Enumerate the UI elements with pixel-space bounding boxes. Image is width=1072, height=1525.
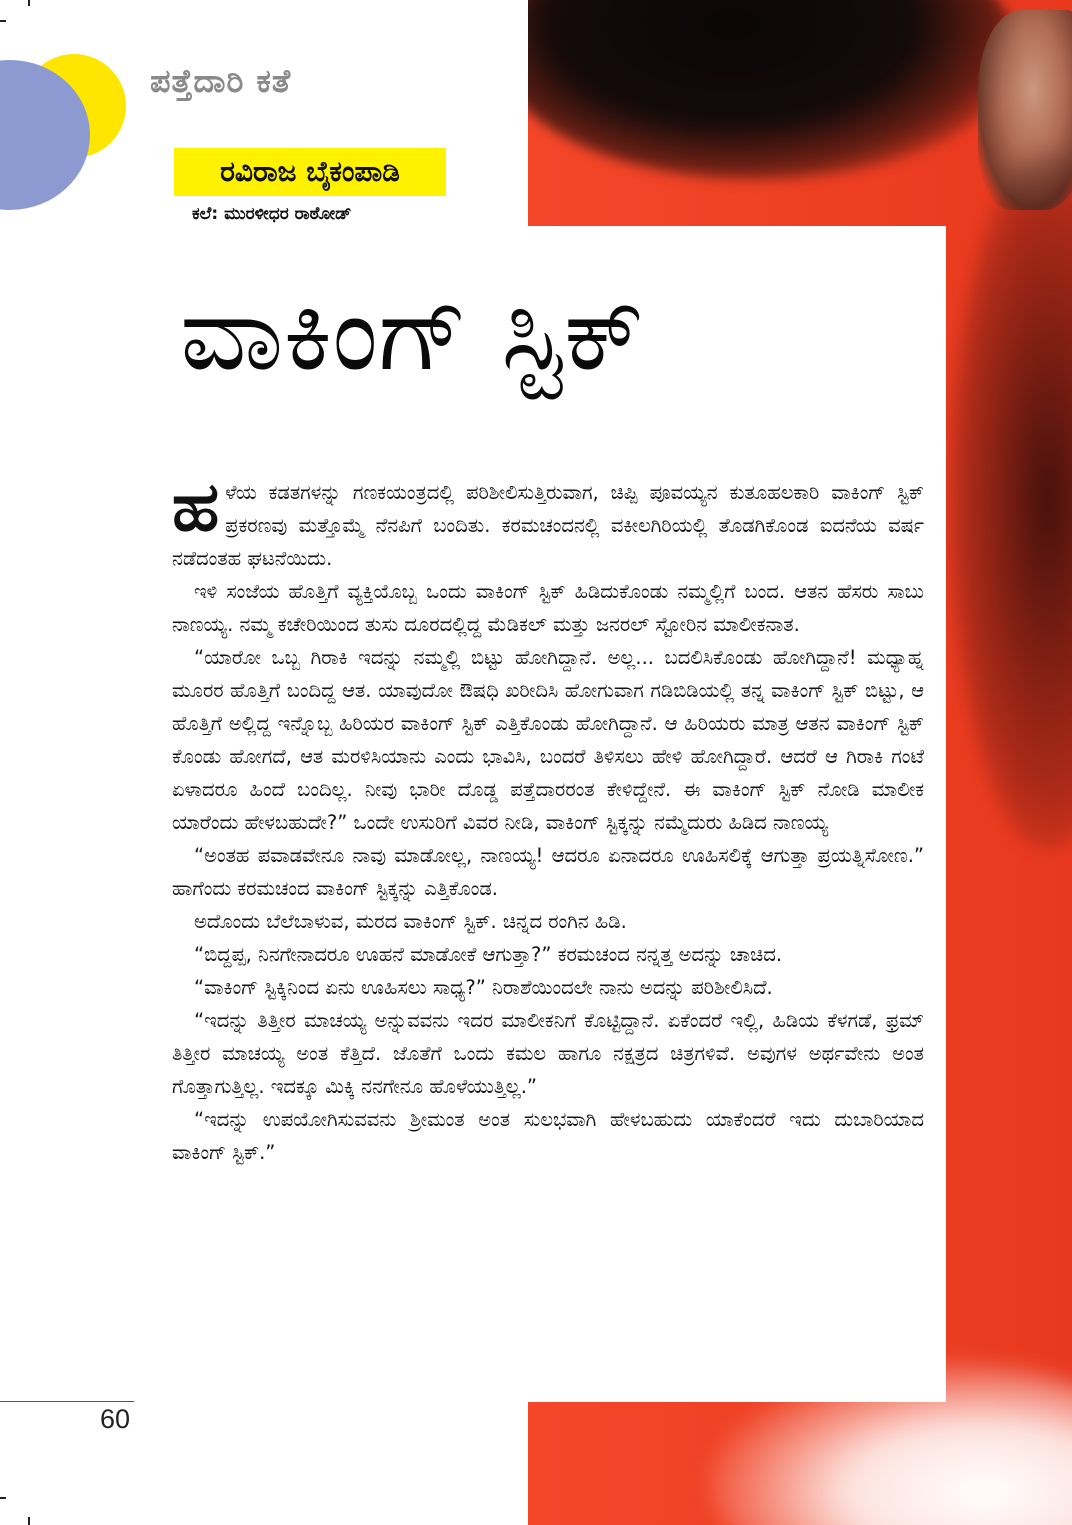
artwork-dark-edge xyxy=(948,150,1072,850)
section-label: ಪತ್ತೆದಾರಿ ಕತೆ xyxy=(150,62,292,100)
illustrator-credit: ಕಲೆ: ಮುರಳೀಧರ ರಾಠೋಡ್ xyxy=(192,204,352,224)
author-name: ರವಿರಾಜ ಬೈಕಂಪಾಡಿ xyxy=(174,148,446,196)
footer-rule xyxy=(0,1401,134,1402)
paragraph: “ಯಾರೋ ಒಬ್ಬ ಗಿರಾಕಿ ಇದನ್ನು ನಮ್ಮಲ್ಲಿ ಬಿಟ್ಟು ಹೋಗಿದ್ದಾನೆ. ಅಲ್ಲ... ಬದಲಿಸಿಕೊಂಡು ಹೋಗಿದ್ದಾನೆ! ಮಧ್ಯಾಹ್ನ ಮೂರರ ಹೊತ್ತಿಗೆ ಬಂದಿದ್ದ ಆತ. ಯಾವುದೋ ಔಷಧಿ ಖರೀದಿಸಿ ಹೋಗುವಾಗ ಗಡಿಬಿಡಿಯಲ್ಲಿ ತನ್ನ ವಾಕಿಂಗ್ ಸ್ಟಿಕ್ ಬಿಟ್ಟು, ಆ ಹೊತ್ತಿಗೆ ಅಲ್ಲಿದ್ದ ಇನ್ನೊಬ್ಬ ಹಿರಿಯರ ವಾಕಿಂಗ್ ಸ್ಟಿಕ್ ಎತ್ತಿಕೊಂಡು ಹೋಗಿದ್ದಾನೆ. ಆ ಹಿರಿಯರು ಮಾತ್ರ ಆತನ ವಾಕಿಂಗ್ ಸ್ಟಿಕ್ ಕೊಂಡು ಹೋಗದೆ, ಆತ ಮರಳಿಸಿಯಾನು ಎಂದು ಭಾವಿಸಿ, ಬಂದರೆ ತಿಳಿಸಲು ಹೇಳಿ ಹೋಗಿದ್ದಾರೆ. ಆದರೆ ಆ ಗಿರಾಕಿ ಗಂಟೆ ಏಳಾದರೂ ಹಿಂದೆ ಬಂದಿಲ್ಲ. ನೀವು ಭಾರೀ ದೊಡ್ಡ ಪತ್ತೆದಾರರಂತ ಕೇಳಿದ್ದೇನೆ. ಈ ವಾಕಿಂಗ್ ಸ್ಟಿಕ್ ನೋಡಿ ಮಾಲೀಕ ಯಾರೆಂದು ಹೇಳಬಹುದೇ?” ಒಂದೇ ಉಸುರಿಗೆ ವಿವರ ನೀಡಿ, ವಾಕಿಂಗ್ ಸ್ಟಿಕ್ಕನ್ನು ನಮ್ಮೆದುರು ಹಿಡಿದ ನಾಣಯ್ಯ xyxy=(172,646,924,834)
paragraph xyxy=(172,468,924,575)
story-title: ವಾಕಿಂಗ್ ಸ್ಟಿಕ್ xyxy=(180,272,645,394)
paragraph: “ವಾಕಿಂಗ್ ಸ್ಟಿಕ್ಕಿನಿಂದ ಏನು ಊಹಿಸಲು ಸಾಧ್ಯ?” ನಿರಾಶೆಯಿಂದಲೇ ನಾನು ಅದನ್ನು ಪರಿಶೀಲಿಸಿದೆ. xyxy=(194,976,773,999)
paragraph: “ಬಿದ್ದಪ್ಪ, ನಿನಗೇನಾದರೂ ಊಹನೆ ಮಾಡೋಕೆ ಆಗುತ್ತಾ?” ಕರಮಚಂದ ನನ್ನತ್ತ ಅದನ್ನು ಚಾಚಿದ. xyxy=(194,943,783,966)
paragraph: “ಇದನ್ನು ತಿತ್ತೀರ ಮಾಚಯ್ಯ ಅನ್ನುವವನು ಇದರ ಮಾಲೀಕನಿಗೆ ಕೊಟ್ಟಿದ್ದಾನೆ. ಏಕೆಂದರೆ ಇಲ್ಲಿ, ಹಿಡಿಯ ಕೆಳಗಡೆ, ಫ್ರಮ್ ತಿತ್ತೀರ ಮಾಚಯ್ಯ ಅಂತ ಕೆತ್ತಿದೆ. ಜೊತೆಗೆ ಒಂದು ಕಮಲ ಹಾಗೂ ನಕ್ಷತ್ರದ ಚಿತ್ರಗಳಿವೆ. ಅವುಗಳ ಅರ್ಥವೇನು ಅಂತ ಗೊತ್ತಾಗುತ್ತಿಲ್ಲ. ಇದಕ್ಕೂ ಮಿಕ್ಕಿ ನನಗೇನೂ ಹೊಳೆಯುತ್ತಿಲ್ಲ.” xyxy=(172,1009,924,1098)
crop-mark xyxy=(0,20,6,22)
crop-mark xyxy=(28,1517,30,1525)
paragraph: ಅದೊಂದು ಬೆಲೆಬಾಳುವ, ಮರದ ವಾಕಿಂಗ್ ಸ್ಟಿಕ್. ಚಿನ್ನದ ರಂಗಿನ ಹಿಡಿ. xyxy=(194,910,627,933)
crop-mark xyxy=(28,0,30,6)
crop-mark xyxy=(0,1497,6,1499)
paragraph: ಇಳಿ ಸಂಜೆಯ ಹೊತ್ತಿಗೆ ವ್ಯಕ್ತಿಯೊಬ್ಬ ಒಂದು ವಾಕಿಂಗ್ ಸ್ಟಿಕ್ ಹಿಡಿದುಕೊಂಡು ನಮ್ಮಲ್ಲಿಗೆ ಬಂದ. ಆತನ ಹೆಸರು ಸಾಬು ನಾಣಯ್ಯ. ನಮ್ಮ ಕಚೇರಿಯಿಂದ ತುಸು ದೂರದಲ್ಲಿದ್ದ ಮೆಡಿಕಲ್ ಮತ್ತು ಜನರಲ್ ಸ್ಟೋರಿನ ಮಾಲೀಕನಾತ. xyxy=(172,580,924,636)
story-panel xyxy=(160,226,946,1402)
paragraph-text: ಳೆಯ ಕಡತಗಳನ್ನು ಗಣಕಯಂತ್ರದಲ್ಲಿ ಪರಿಶೀಲಿಸುತ್ತಿರುವಾಗ, ಚಿಪ್ಪಿ ಪೂವಯ್ಯನ ಕುತೂಹಲಕಾರಿ ವಾಕಿಂಗ್ ಸ್ಟಿಕ್ ಪ್ರಕರಣವು ಮತ್ತೊಮ್ಮೆ ನೆನಪಿಗೆ ಬಂದಿತು. ಕರಮಚಂದನಲ್ಲಿ ವಕೀಲಗಿರಿಯಲ್ಲಿ ತೊಡಗಿಕೊಂಡ ಐದನೆಯ ವರ್ಷ ನಡೆದಂತಹ ಘಟನೆಯಿದು. xyxy=(172,481,924,570)
artwork-dark-shade xyxy=(528,0,1018,180)
paragraph: “ಇದನ್ನು ಉಪಯೋಗಿಸುವವನು ಶ್ರೀಮಂತ ಅಂತ ಸುಲಭವಾಗಿ ಹೇಳಬಹುದು ಯಾಕೆಂದರೆ ಇದು ದುಬಾರಿಯಾದ ವಾಕಿಂಗ್ ಸ್ಟಿಕ್.” xyxy=(172,1108,924,1164)
drop-cap: ಹ xyxy=(172,468,220,547)
paragraph: “ಅಂತಹ ಪವಾಡವೇನೂ ನಾವು ಮಾಡೋಲ್ಲ, ನಾಣಯ್ಯ! ಆದರೂ ಏನಾದರೂ ಊಹಿಸಲಿಕ್ಕೆ ಆಗುತ್ತಾ ಪ್ರಯತ್ನಿಸೋಣ.” ಹಾಗೆಂದು ಕರಮಚಂದ ವಾಕಿಂಗ್ ಸ್ಟಿಕ್ಕನ್ನು ಎತ್ತಿಕೊಂಡ. xyxy=(172,844,924,900)
story-body xyxy=(172,468,924,1169)
page-number: 60 xyxy=(100,1404,131,1434)
